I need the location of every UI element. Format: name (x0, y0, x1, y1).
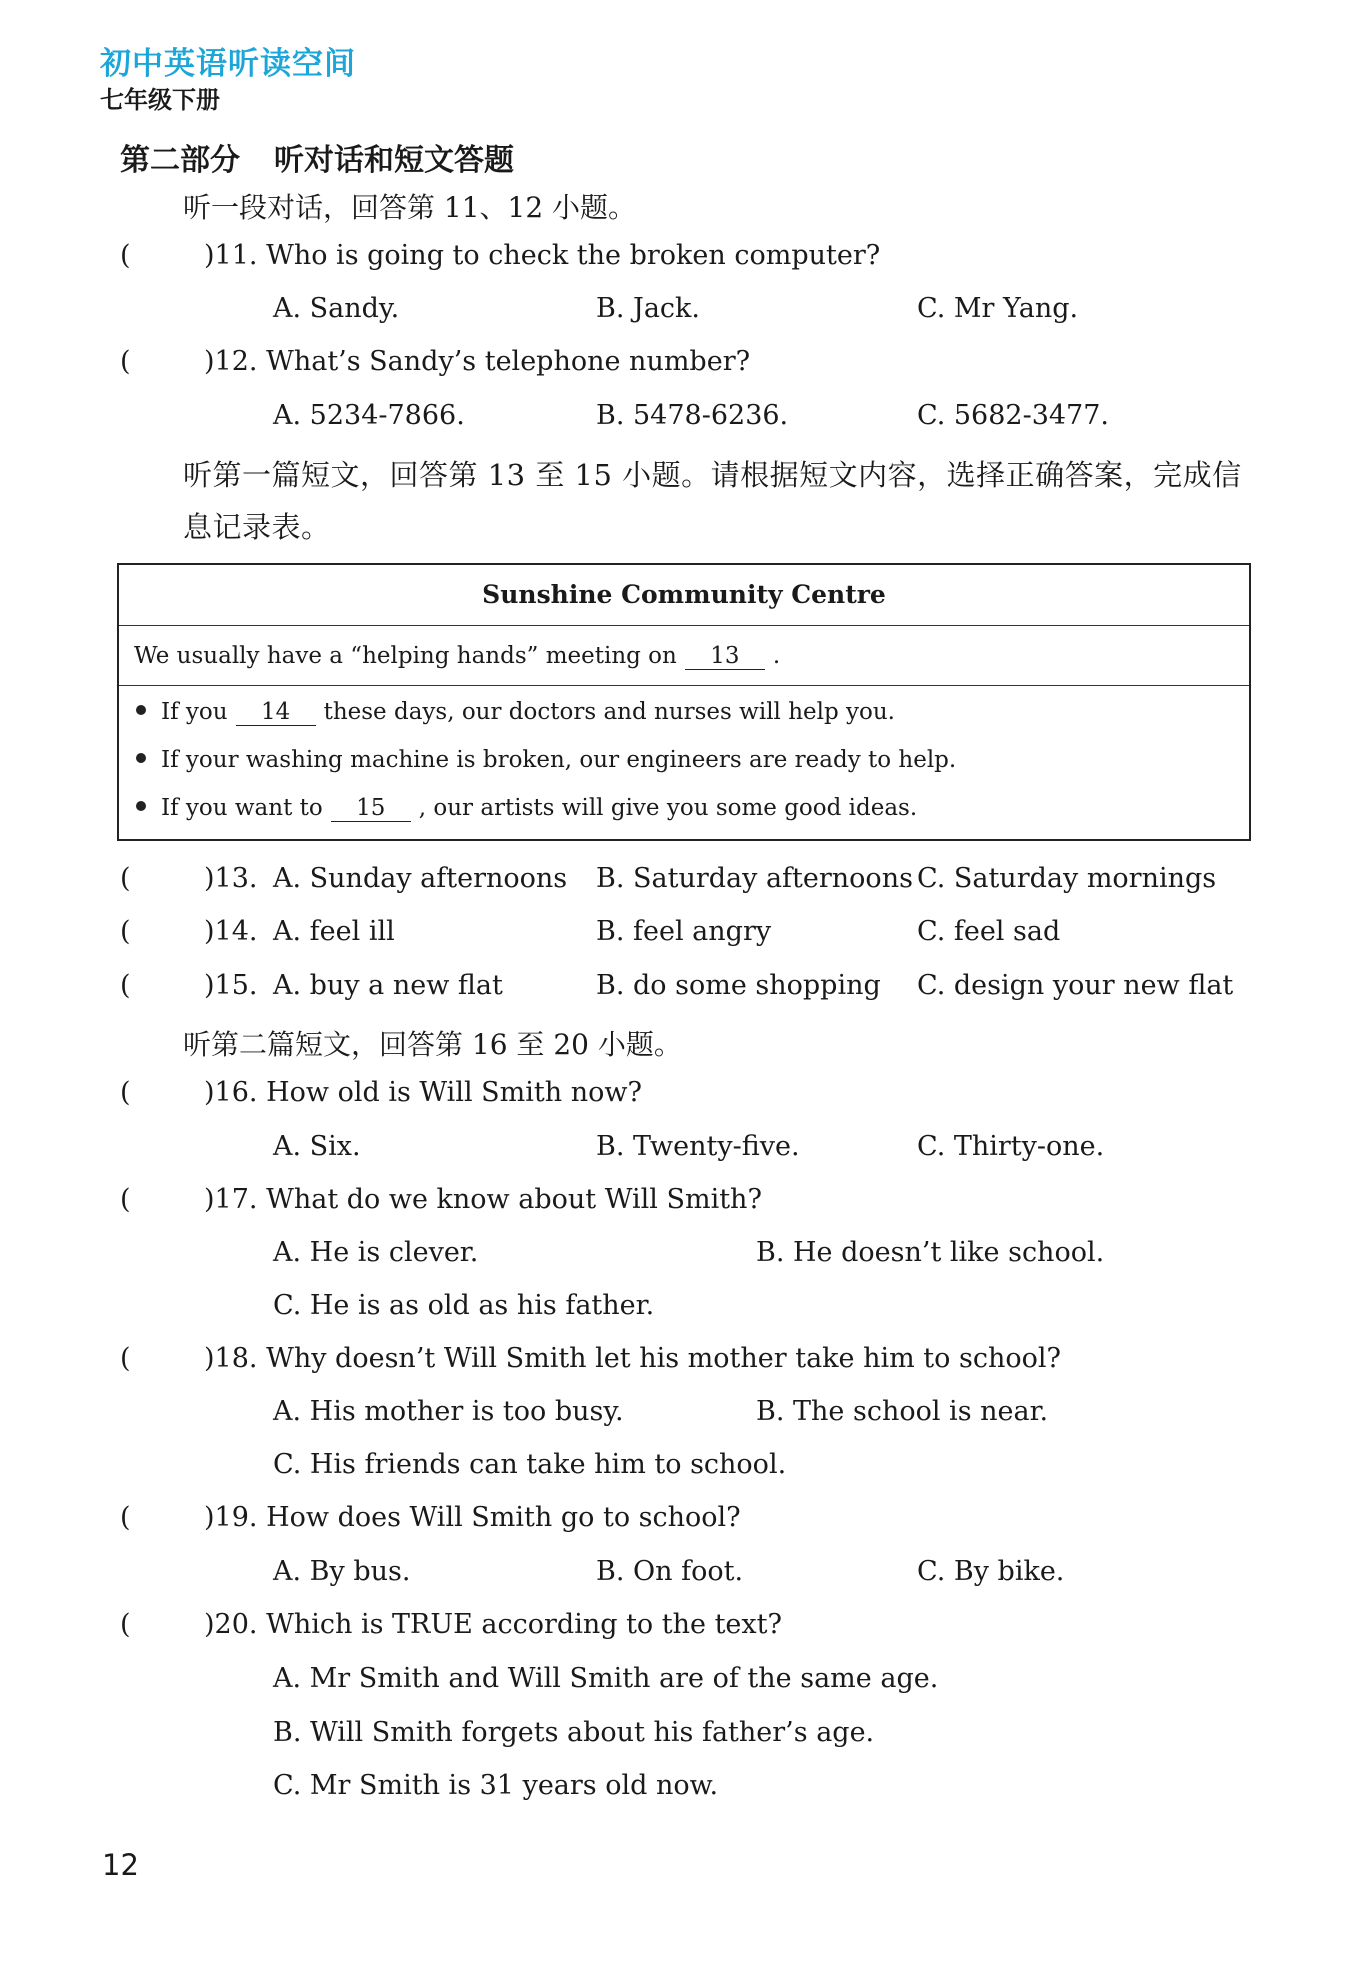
option-c[interactable]: C. feel sad (917, 916, 1061, 947)
option-b[interactable]: B. Will Smith forgets about his father’s age. (273, 1717, 875, 1748)
question-number: )11. (204, 240, 258, 271)
option-b[interactable]: B. Saturday afternoons (596, 863, 913, 894)
question-number: )16. (204, 1077, 258, 1108)
question-number: )13. (204, 863, 258, 894)
question-number: )18. (204, 1343, 258, 1374)
question-15 (120, 970, 257, 1001)
answer-bracket[interactable]: ( (120, 916, 131, 947)
option-b[interactable]: B. feel angry (596, 916, 772, 947)
question-11 (120, 240, 880, 271)
table-title: Sunshine Community Centre (119, 565, 1249, 626)
question-text: What’s Sandy’s telephone number? (266, 346, 751, 377)
option-a[interactable]: A. He is clever. (273, 1237, 479, 1268)
option-a[interactable]: A. By bus. (273, 1556, 411, 1587)
option-c[interactable]: C. Mr Yang. (917, 293, 1079, 324)
question-text: What do we know about Will Smith? (266, 1184, 762, 1215)
bullet-icon (136, 705, 146, 715)
question-text: Who is going to check the broken computer? (266, 240, 881, 271)
option-b[interactable]: B. He doesn’t like school. (756, 1237, 1105, 1268)
answer-bracket[interactable]: ( (120, 240, 131, 271)
option-c[interactable]: C. Saturday mornings (917, 863, 1217, 894)
option-b[interactable]: B. Jack. (596, 293, 700, 324)
meeting-text: We usually have a “helping hands” meeting on (134, 643, 677, 669)
answer-bracket[interactable]: ( (120, 970, 131, 1001)
option-a[interactable]: A. Sunday afternoons (273, 863, 568, 894)
blank-15[interactable]: 15 (331, 795, 411, 822)
question-number: )20. (204, 1609, 258, 1640)
book-subtitle: 七年级下册 (100, 85, 220, 114)
question-12 (120, 346, 750, 377)
question-19 (120, 1502, 741, 1533)
option-b[interactable]: B. On foot. (596, 1556, 744, 1587)
question-text: How does Will Smith go to school? (266, 1502, 741, 1533)
question-13 (120, 863, 257, 894)
option-a[interactable]: A. feel ill (273, 916, 395, 947)
instruction-passage-1: 听第一篇短文，回答第 13 至 15 小题。请根据短文内容，选择正确答案，完成信息记录表。 (183, 458, 1242, 544)
answer-bracket[interactable]: ( (120, 863, 131, 894)
question-text: How old is Will Smith now? (266, 1077, 642, 1108)
question-14 (120, 916, 257, 947)
option-b[interactable]: B. 5478-6236. (596, 400, 789, 431)
question-number: )19. (204, 1502, 258, 1533)
instruction-dialogue: 听一段对话，回答第 11、12 小题。 (183, 191, 637, 224)
answer-bracket[interactable]: ( (120, 1184, 131, 1215)
bullet-item: If you want to 15 , our artists will give you some good ideas. (136, 795, 917, 822)
option-c[interactable]: C. 5682-3477. (917, 400, 1109, 431)
option-c[interactable]: C. design your new flat (917, 970, 1234, 1001)
option-b[interactable]: B. Twenty-five. (596, 1131, 800, 1162)
answer-bracket[interactable]: ( (120, 346, 131, 377)
answer-bracket[interactable]: ( (120, 1077, 131, 1108)
option-c[interactable]: C. By bike. (917, 1556, 1065, 1587)
question-text: Which is TRUE according to the text? (266, 1609, 782, 1640)
option-b[interactable]: B. do some shopping (596, 970, 881, 1001)
option-c[interactable]: C. Thirty-one. (917, 1131, 1105, 1162)
option-a[interactable]: A. 5234-7866. (273, 400, 465, 431)
option-a[interactable]: A. Mr Smith and Will Smith are of the same age. (273, 1663, 939, 1694)
question-number: )17. (204, 1184, 258, 1215)
bullet-icon (136, 801, 146, 811)
question-16 (120, 1077, 642, 1108)
blank-14[interactable]: 14 (236, 699, 316, 726)
bullet-icon (136, 753, 146, 763)
option-a[interactable]: A. Six. (273, 1131, 361, 1162)
question-number: )12. (204, 346, 258, 377)
bullet-item: If your washing machine is broken, our engineers are ready to help. (136, 747, 956, 773)
info-record-table (117, 563, 1251, 841)
option-a[interactable]: A. Sandy. (273, 293, 400, 324)
page-number: 12 (102, 1848, 139, 1882)
option-c[interactable]: C. He is as old as his father. (273, 1290, 655, 1321)
book-title: 初中英语听读空间 (100, 46, 356, 82)
answer-bracket[interactable]: ( (120, 1343, 131, 1374)
bullet-item: If you 14 these days, our doctors and nurses will help you. (136, 699, 895, 726)
section-name: 听对话和短文答题 (274, 143, 514, 178)
section-part: 第二部分 (120, 143, 240, 178)
section-title (120, 135, 514, 179)
table-bullets (119, 685, 1249, 821)
table-meeting-row: We usually have a “helping hands” meeting on 13 . (119, 625, 1249, 686)
answer-bracket[interactable]: ( (120, 1609, 131, 1640)
question-number: )14. (204, 916, 258, 947)
question-number: )15. (204, 970, 258, 1001)
option-b[interactable]: B. The school is near. (756, 1396, 1049, 1427)
answer-bracket[interactable]: ( (120, 1502, 131, 1533)
question-text: Why doesn’t Will Smith let his mother take him to school? (266, 1343, 1061, 1374)
option-a[interactable]: A. buy a new flat (273, 970, 503, 1001)
option-a[interactable]: A. His mother is too busy. (273, 1396, 624, 1427)
option-c[interactable]: C. His friends can take him to school. (273, 1449, 787, 1480)
instruction-passage-2: 听第二篇短文，回答第 16 至 20 小题。 (183, 1028, 682, 1061)
option-c[interactable]: C. Mr Smith is 31 years old now. (273, 1770, 719, 1801)
blank-13[interactable]: 13 (685, 643, 765, 670)
question-17 (120, 1184, 762, 1215)
question-20 (120, 1609, 782, 1640)
question-18 (120, 1343, 1061, 1374)
